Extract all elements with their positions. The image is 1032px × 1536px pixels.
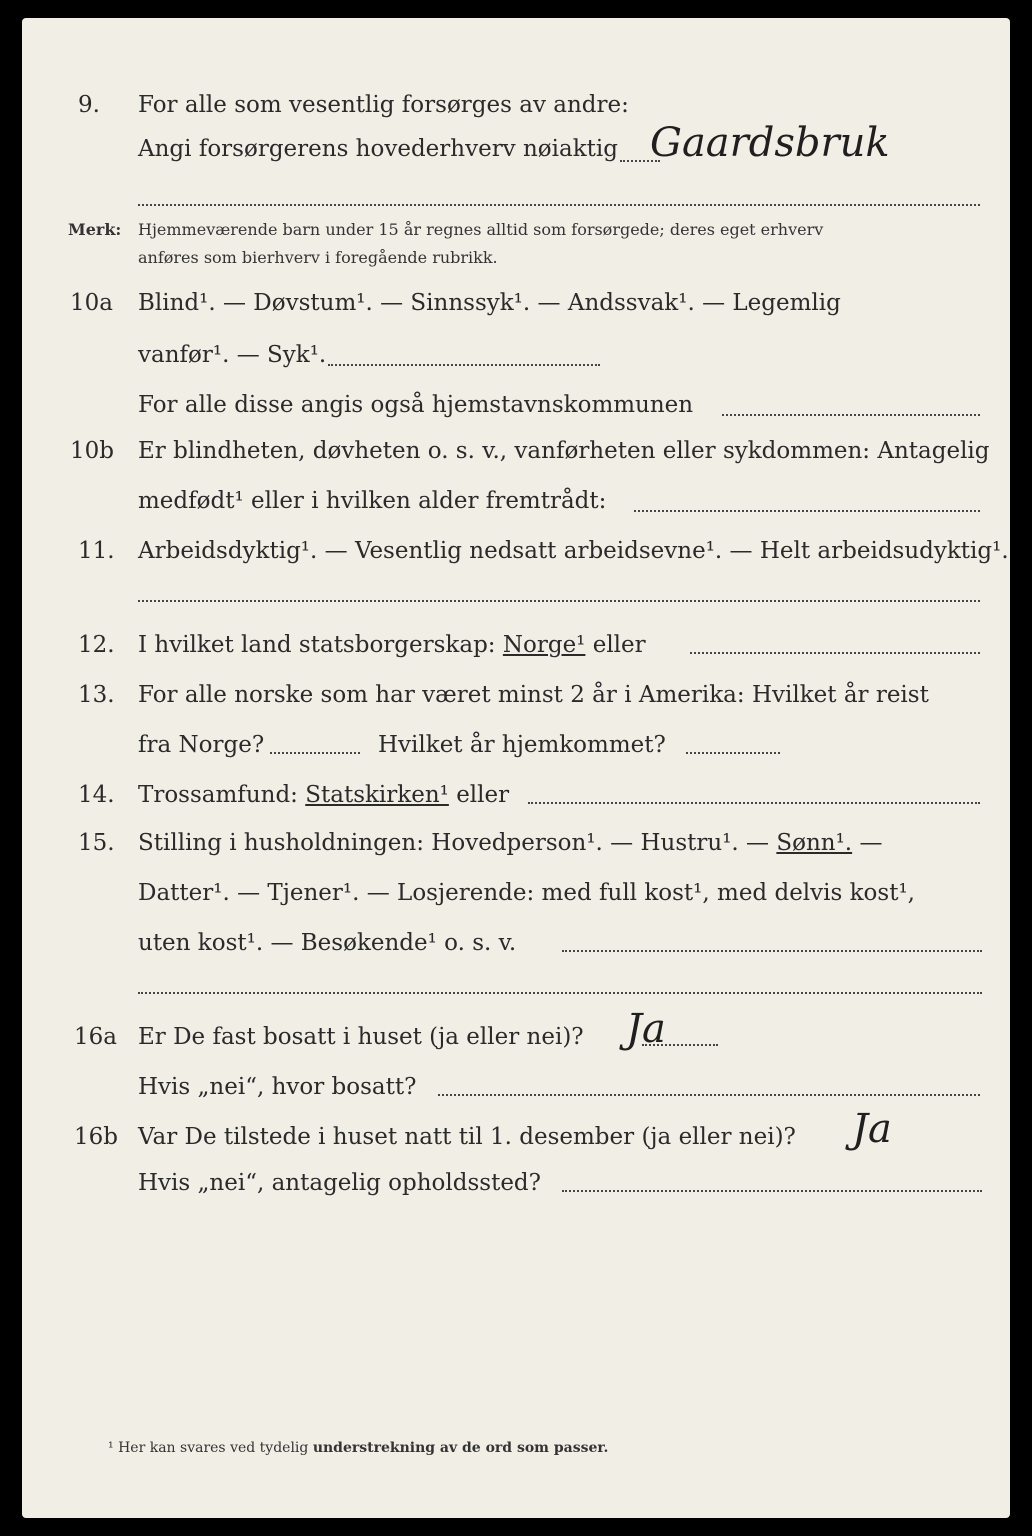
q16a-bosatt-dots[interactable]: [438, 1094, 980, 1096]
q9-handwritten-answer[interactable]: Gaardsbruk: [650, 120, 890, 166]
q15-number: 15.: [78, 830, 115, 856]
q16b-handwritten-answer[interactable]: Ja: [852, 1106, 892, 1152]
footnote-bold-text: understrekning av de ord som passer.: [312, 1440, 609, 1456]
q10a-line2: vanfør¹. — Syk¹.: [138, 342, 327, 368]
q14-line: [138, 782, 509, 808]
q15-dots[interactable]: [562, 950, 982, 952]
q12-dots[interactable]: [690, 652, 980, 654]
q10b-number: 10b: [70, 438, 114, 464]
q16b-number: 16b: [74, 1124, 118, 1150]
q11-number: 11.: [78, 538, 115, 564]
q16a-line2: Hvis „nei“, hvor bosatt?: [138, 1074, 417, 1100]
footnote: [108, 1440, 608, 1456]
q16b-line1: Var De tilstede i huset natt til 1. desember (ja eller nei)?: [138, 1124, 796, 1150]
q13-reist-dots[interactable]: [270, 752, 360, 754]
q13-line1: For alle norske som har været minst 2 år i Amerika: Hvilket år reist: [138, 682, 929, 708]
q12-prefix: I hvilket land statsborgerskap:: [138, 632, 496, 658]
q12-suffix: eller: [592, 632, 646, 658]
q14-dots[interactable]: [528, 802, 980, 804]
footnote-mark: ¹: [108, 1440, 114, 1456]
q13-number: 13.: [78, 682, 115, 708]
census-form-page: [22, 18, 1010, 1518]
merk-label: Merk:: [68, 220, 122, 239]
q10a-hjemstavn-dots[interactable]: [722, 414, 980, 416]
q13-line2a: fra Norge?: [138, 732, 265, 758]
q14-number: 14.: [78, 782, 115, 808]
q11-dots[interactable]: [138, 600, 980, 602]
q13-hjemkommet-dots[interactable]: [686, 752, 780, 754]
q16a-handwritten-answer[interactable]: Ja: [626, 1006, 666, 1052]
q9-continuation-dots: [138, 204, 980, 206]
q16a-line1: Er De fast bosatt i huset (ja eller nei)?: [138, 1024, 584, 1050]
q15-line1b: —: [859, 830, 883, 856]
q15-line1: [138, 830, 882, 856]
q12-line: [138, 632, 646, 658]
q16b-line2: Hvis „nei“, antagelig opholdssted?: [138, 1170, 541, 1196]
q9-line1: For alle som vesentlig forsørges av andre:: [138, 92, 629, 118]
q15-line1a: Stilling i husholdningen: Hovedperson¹. — Hustru¹. —: [138, 830, 770, 856]
q12-number: 12.: [78, 632, 115, 658]
q10a-number: 10a: [70, 290, 113, 316]
q14-prefix: Trossamfund:: [138, 782, 298, 808]
q14-underlined-statskirken[interactable]: Statskirken¹: [305, 782, 449, 808]
q15-line3: uten kost¹. — Besøkende¹ o. s. v.: [138, 930, 517, 956]
q10b-dots[interactable]: [634, 510, 980, 512]
q15-continuation-dots[interactable]: [138, 992, 982, 994]
q10b-line2: medfødt¹ eller i hvilken alder fremtrådt:: [138, 488, 607, 514]
q16a-answer-dots: [642, 1044, 718, 1046]
q12-underlined-norge[interactable]: Norge¹: [502, 632, 586, 658]
merk-line1: Hjemmeværende barn under 15 år regnes alltid som forsørgede; deres eget erhverv: [138, 220, 824, 239]
q15-line2: Datter¹. — Tjener¹. — Losjerende: med full kost¹, med delvis kost¹,: [138, 880, 915, 906]
q13-line2b: Hvilket år hjemkommet?: [378, 732, 666, 758]
footnote-text: Her kan svares ved tydelig: [118, 1440, 309, 1456]
q16b-opholdssted-dots[interactable]: [562, 1190, 982, 1192]
q16a-number: 16a: [74, 1024, 117, 1050]
q14-suffix: eller: [456, 782, 510, 808]
q11-line1: Arbeidsdyktig¹. — Vesentlig nedsatt arbeidsevne¹. — Helt arbeidsudyktig¹.: [138, 538, 1009, 564]
q15-underlined-sonn[interactable]: Sønn¹.: [776, 830, 853, 856]
q10a-line3: For alle disse angis også hjemstavnskommunen: [138, 392, 694, 418]
q10a-line1: Blind¹. — Døvstum¹. — Sinnssyk¹. — Andssvak¹. — Legemlig: [138, 290, 841, 316]
q9-line2: Angi forsørgerens hovederhverv nøiaktig: [138, 136, 618, 162]
q10b-line1: Er blindheten, døvheten o. s. v., vanførheten eller sykdommen: Antagelig: [138, 438, 990, 464]
q9-number: 9.: [78, 92, 100, 118]
merk-line2: anføres som bierhverv i foregående rubrikk.: [138, 248, 498, 267]
q10a-syk-dots[interactable]: [328, 364, 600, 366]
